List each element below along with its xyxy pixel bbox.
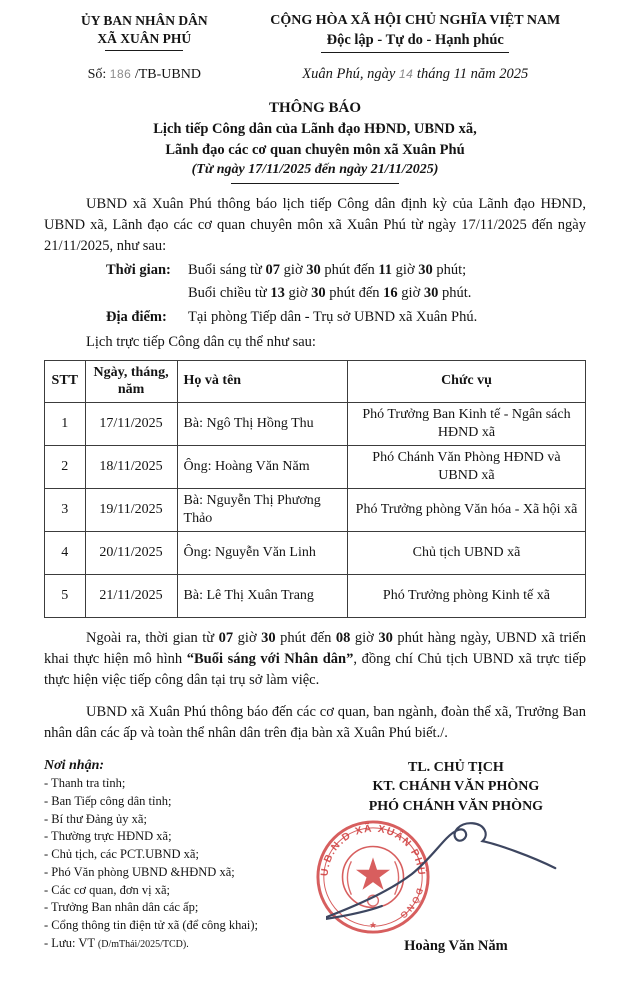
table-row xyxy=(45,488,586,531)
place-value: Tại phòng Tiếp dân - Trụ sở UBND xã Xuân Phú. xyxy=(188,309,478,326)
cell-stt: 5 xyxy=(45,574,86,617)
title-sub1: Lịch tiếp Công dân của Lãnh đạo HĐND, UBND xã, xyxy=(153,121,477,138)
extra-paragraph: Ngoài ra, thời gian từ 07 giờ 30 phút đến 08 giờ 30 phút hàng ngày, UBND xã triển khai thực hiện mô hình “Buổi sáng với Nhân dân”, đồng chí Chủ tịch UBND xã trực tiếp thực hiện việc tiếp công dân tại trụ sở làm việc. xyxy=(44,629,587,689)
title-sub2: Lãnh đạo các cơ quan chuyên môn xã Xuân Phú xyxy=(165,141,465,158)
recipient-item: - Thường trực HĐND xã; xyxy=(44,829,172,844)
cell-date: 17/11/2025 xyxy=(85,402,177,445)
document-header xyxy=(44,12,586,53)
title-date-range: (Từ ngày 17/11/2025 đến ngày 21/11/2025) xyxy=(191,162,439,178)
cell-name: Bà: Nguyễn Thị Phương Thảo xyxy=(177,488,347,531)
signer-name: Hoàng Văn Năm xyxy=(404,938,508,955)
table-intro-line: Lịch trực tiếp Công dân cụ thể như sau: xyxy=(86,333,316,350)
cell-role: Phó Chánh Văn Phòng HĐND và UBND xã xyxy=(347,445,585,488)
recipient-item: - Cổng thông tin điện tử xã (để công khai); xyxy=(44,918,259,933)
motto-line: Độc lập - Tự do - Hạnh phúc xyxy=(326,31,504,48)
signer-title-1: TL. CHỦ TỊCH xyxy=(407,760,504,776)
cell-role: Phó Trưởng phòng Kinh tế xã xyxy=(347,574,585,617)
title-underline xyxy=(231,183,399,184)
cell-date: 18/11/2025 xyxy=(85,445,177,488)
cell-stt: 2 xyxy=(45,445,86,488)
place-line xyxy=(44,307,586,329)
cell-date: 20/11/2025 xyxy=(85,531,177,574)
table-row xyxy=(45,402,586,445)
authority-line1: ỦY BAN NHÂN DÂN xyxy=(80,13,208,28)
handwritten-signature xyxy=(326,816,586,996)
seal-ring-text: U.B.N.D XÃ XUÂN PHÚ xyxy=(319,823,427,877)
recipient-item: - Thanh tra tỉnh; xyxy=(44,776,126,791)
table-row xyxy=(45,574,586,617)
place-label: Địa điểm: xyxy=(106,309,167,326)
svg-text:★: ★ xyxy=(368,920,377,931)
time-morning-text: Buổi sáng từ 07 giờ 30 phút đến 11 giờ 30 phút; xyxy=(188,261,467,278)
national-title: CỘNG HÒA XÃ HỘI CHỦ NGHĨA VIỆT NAM xyxy=(270,13,561,28)
cell-date: 21/11/2025 xyxy=(85,574,177,617)
cell-stt: 1 xyxy=(45,402,86,445)
cell-stt: 4 xyxy=(45,531,86,574)
table-row xyxy=(45,445,586,488)
document-footer xyxy=(44,758,586,996)
authority-line2: XÃ XUÂN PHÚ xyxy=(97,31,192,47)
signer-title-3: PHÓ CHÁNH VĂN PHÒNG xyxy=(368,798,544,814)
closing-paragraph: UBND xã Xuân Phú thông báo đến các cơ quan, ban ngành, đoàn thể xã, Trưởng Ban nhân dân các ấp và toàn thể nhân dân trên địa bàn xã Xuân Phú biết./. xyxy=(44,703,586,741)
time-line-morning xyxy=(44,260,586,282)
signer-title-2: KT. CHÁNH VĂN PHÒNG xyxy=(372,779,540,795)
cell-stt: 3 xyxy=(45,488,86,531)
table-row xyxy=(45,531,586,574)
cell-role: Phó Trưởng phòng Văn hóa - Xã hội xã xyxy=(347,488,585,531)
cell-name: Bà: Ngô Thị Hồng Thu xyxy=(177,402,347,445)
recipient-item: - Ban Tiếp công dân tỉnh; xyxy=(44,793,172,808)
col-header-stt: STT xyxy=(45,360,86,402)
intro-paragraph: UBND xã Xuân Phú thông báo lịch tiếp Công dân định kỳ của Lãnh đạo HĐND, UBND xã, Lãnh đạo các cơ quan chuyên môn xã Xuân Phú từ ngày 17/11/2025 đến ngày 21/11/2025, như sau: xyxy=(44,195,586,255)
cell-name: Bà: Lê Thị Xuân Trang xyxy=(177,574,347,617)
col-header-role: Chức vụ xyxy=(347,360,585,402)
table-header-row xyxy=(45,360,586,402)
time-line-afternoon xyxy=(44,283,586,305)
recipient-item: - Chủ tịch, các PCT.UBND xã; xyxy=(44,847,199,862)
recipients-label: Nơi nhận: xyxy=(44,758,105,774)
document-title-block xyxy=(44,98,586,183)
recipient-item: - Bí thư Đảng ủy xã; xyxy=(44,811,147,826)
recipients-block xyxy=(44,758,326,996)
schedule-table xyxy=(44,360,586,618)
title-main: THÔNG BÁO xyxy=(268,100,362,117)
authority-underline xyxy=(105,50,183,51)
cell-name: Ông: Hoàng Văn Năm xyxy=(177,445,347,488)
document-number: Số: 186 /TB-UBND xyxy=(87,67,201,83)
time-afternoon-text: Buổi chiều từ 13 giờ 30 phút đến 16 giờ 30 phút. xyxy=(188,285,472,302)
col-header-name: Họ và tên xyxy=(177,360,347,402)
cell-role: Chủ tịch UBND xã xyxy=(347,531,585,574)
recipient-item: - Trưởng Ban nhân dân các ấp; xyxy=(44,900,199,915)
recipient-item: - Các cơ quan, đơn vị xã; xyxy=(44,882,171,897)
seal-side-text: ĐỒNG xyxy=(396,887,425,922)
issuing-authority xyxy=(44,12,245,53)
national-motto xyxy=(245,12,586,53)
time-label: Thời gian: xyxy=(106,261,171,278)
motto-underline xyxy=(321,52,509,53)
recipient-item: - Phó Văn phòng UBND &HĐND xã; xyxy=(44,864,235,879)
number-date-row xyxy=(44,66,586,83)
cell-date: 19/11/2025 xyxy=(85,488,177,531)
document-date: Xuân Phú, ngày 14 tháng 11 năm 2025 xyxy=(302,66,529,83)
col-header-date: Ngày, tháng, năm xyxy=(85,360,177,402)
signature-block xyxy=(319,758,586,996)
cell-role: Phó Trưởng Ban Kinh tế - Ngân sách HĐND xã xyxy=(347,402,585,445)
recipient-item-last: - Lưu: VT (D/mThái/2025/TCD). xyxy=(44,935,189,950)
seal-signature-area xyxy=(319,816,586,996)
cell-name: Ông: Nguyễn Văn Linh xyxy=(177,531,347,574)
